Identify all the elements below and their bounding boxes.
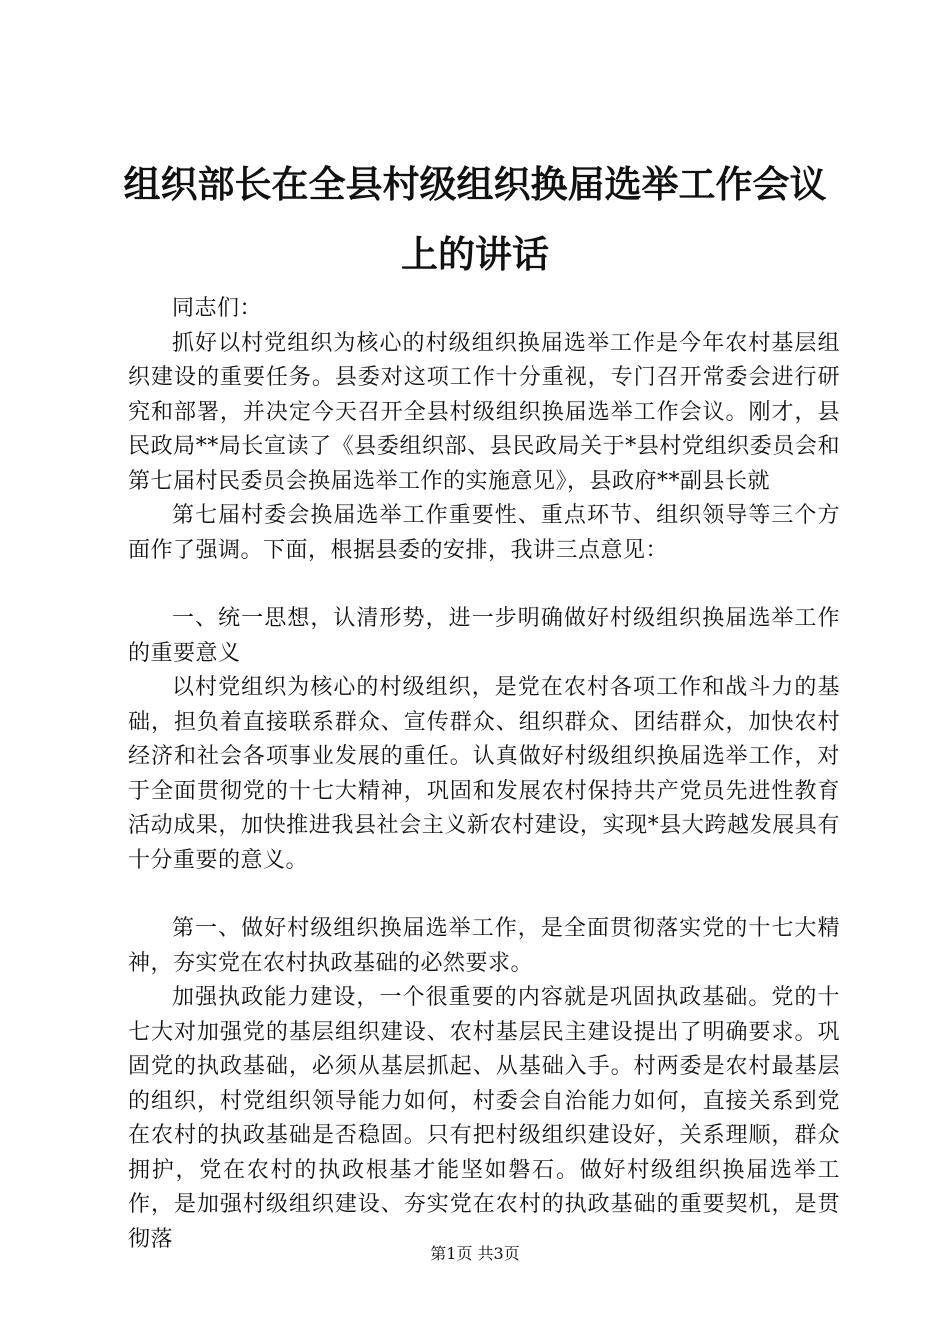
document-body (128, 292, 840, 1257)
paragraph-subsection-1: 加强执政能力建设，一个很重要的内容就是巩固执政基础。党的十七大对加强党的基层组织建设、农村基层民主建设提出了明确要求。巩固党的执政基础，必须从基层抓起、从基础入手。村两委是农村最基层的组织，村党组织领导能力如何，村委会自治能力如何，直接关系到党在农村的执政基础是否稳固。只有把村级组织建设好，关系理顺，群众拥护，党在农村的执政根基才能坚如磐石。做好村级组织换届选举工作，是加强村级组织建设、夯实党在农村的执政基础的重要契机，是贯彻落 (128, 985, 840, 1252)
paragraph-section-1: 以村党组织为核心的村级组织，是党在农村各项工作和战斗力的基础，担负着直接联系群众、宣传群众、组织群众、团结群众，加快农村经济和社会各项事业发展的重任。认真做好村级组织换届选举工作，对于全面贯彻党的十七大精神，巩固和发展农村保持共产党员先进性教育活动成果，加快推进我县社会主义新农村建设，实现*县大跨越发展具有十分重要的意义。 (128, 675, 840, 873)
paragraph-intro-continued: 第七届村委会换届选举工作重要性、重点环节、组织领导等三个方面作了强调。下面，根据县委的安排，我讲三点意见： (128, 503, 840, 563)
section-heading-1: 一、统一思想，认清形势，进一步明确做好村级组织换届选举工作的重要意义 (128, 606, 840, 666)
document-title: 组织部长在全县村级组织换届选举工作会议上的讲话 (123, 163, 827, 276)
salutation: 同志们： (172, 296, 263, 321)
paragraph-intro: 抓好以村党组织为核心的村级组织换届选举工作是今年农村基层组织建设的重要任务。县委对这项工作十分重视，专门召开常委会进行研究和部署，并决定今天召开全县村级组织换届选举工作会议。刚才，县民政局**局长宣读了《县委组织部、县民政局关于*县村党组织委员会和第七届村民委员会换届选举工作的实施意见》，县政府**副县长就 (128, 330, 840, 494)
subheading-1: 第一、做好村级组织换届选举工作，是全面贯彻落实党的十七大精神，夯实党在农村执政基础的必然要求。 (128, 916, 840, 976)
page-footer: 第1页 共3页 (430, 1244, 520, 1263)
